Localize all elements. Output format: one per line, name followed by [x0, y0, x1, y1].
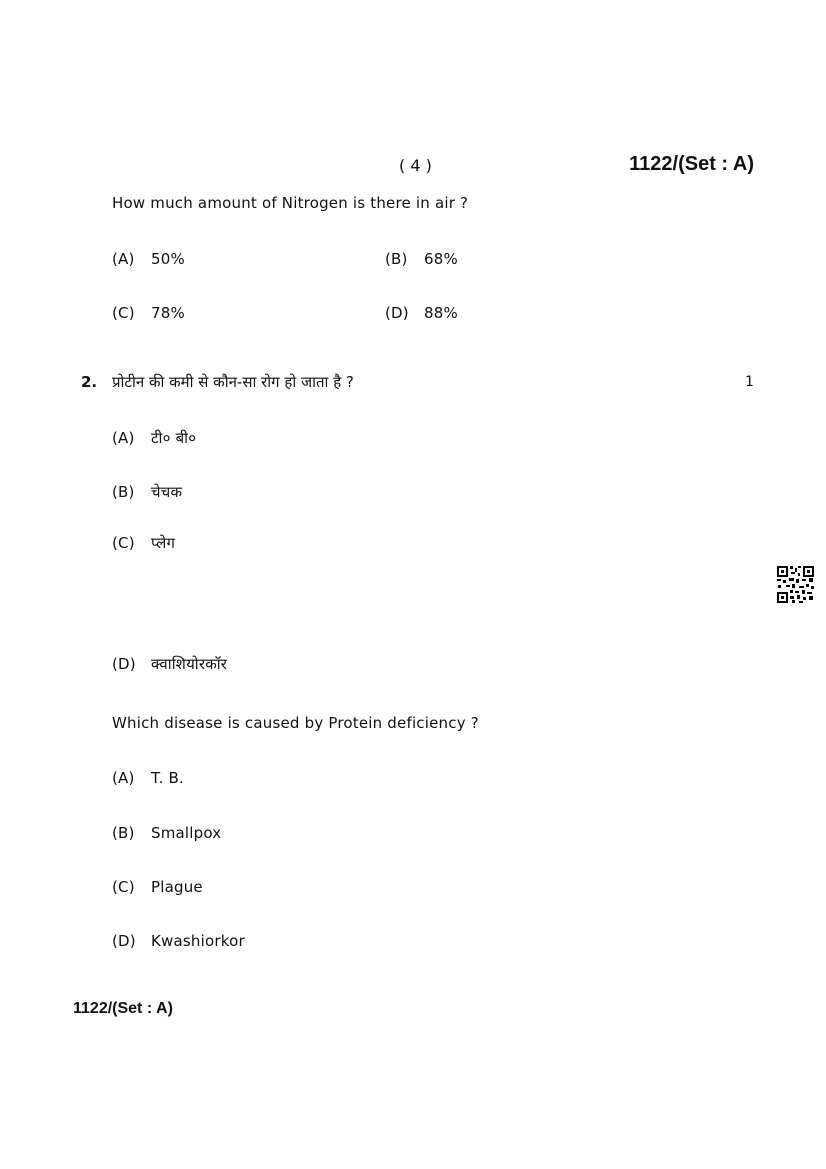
q2-marks: 1	[745, 374, 754, 390]
option-text: चेचक	[151, 483, 183, 501]
option-text: क्वाशियोरकॉर	[151, 655, 228, 673]
set-code-header: 1122/(Set : A)	[629, 153, 754, 175]
option-label: (C)	[112, 304, 135, 322]
option-text: 50%	[151, 250, 185, 268]
option-text: T. B.	[151, 769, 184, 787]
option-label: (A)	[112, 250, 135, 268]
q1-option-a	[112, 250, 185, 268]
option-label: (D)	[385, 304, 409, 322]
q1-option-c	[112, 304, 185, 322]
option-label: (B)	[385, 250, 408, 268]
q2-english-text: Which disease is caused by Protein deficiency ?	[112, 714, 479, 732]
page-number: ( 4 )	[399, 156, 432, 175]
option-label: (A)	[112, 769, 135, 787]
option-text: 88%	[424, 304, 458, 322]
q2-number: 2.	[81, 373, 98, 391]
q2-hindi-option-c	[112, 533, 175, 553]
q1-option-d	[385, 304, 458, 322]
option-text: Kwashiorkor	[151, 932, 245, 950]
option-text: टी० बी०	[151, 429, 197, 447]
q2-hindi-option-d	[112, 654, 227, 674]
q1-option-b	[385, 250, 458, 268]
set-code-footer: 1122/(Set : A)	[73, 1000, 173, 1017]
option-text: प्लेग	[151, 534, 176, 552]
q2-hindi-option-a	[112, 428, 196, 448]
option-label: (C)	[112, 878, 135, 896]
q2-english-option-d	[112, 932, 245, 950]
option-label: (D)	[112, 655, 136, 673]
option-label: (B)	[112, 483, 135, 501]
q2-english-option-c	[112, 878, 203, 896]
option-text: 78%	[151, 304, 185, 322]
option-label: (A)	[112, 429, 135, 447]
option-label: (D)	[112, 932, 136, 950]
option-text: Smallpox	[151, 824, 222, 842]
q2-hindi-text: प्रोटीन की कमी से कौन-सा रोग हो जाता है ?	[112, 373, 354, 391]
option-text: 68%	[424, 250, 458, 268]
q2-hindi-option-b	[112, 482, 182, 502]
q2-english-option-a	[112, 769, 184, 787]
option-label: (B)	[112, 824, 135, 842]
q2-english-option-b	[112, 824, 221, 842]
option-label: (C)	[112, 534, 135, 552]
option-text: Plague	[151, 878, 203, 896]
q1-english-text: How much amount of Nitrogen is there in air ?	[112, 194, 469, 212]
qr-code-icon	[776, 565, 815, 604]
